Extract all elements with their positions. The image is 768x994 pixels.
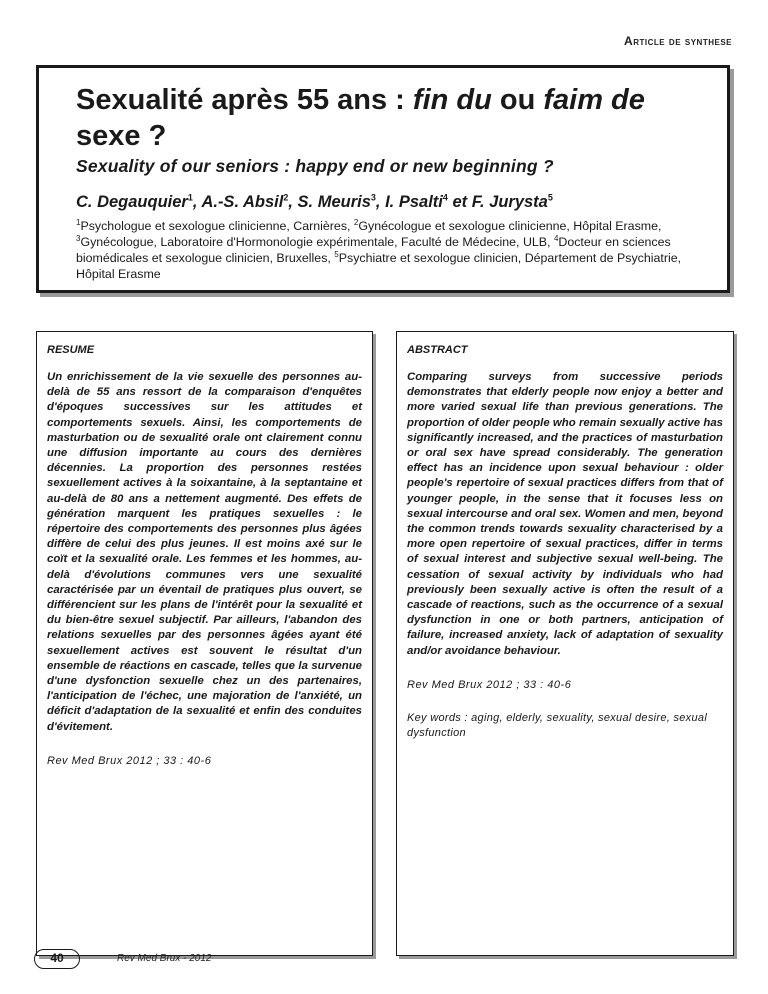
author-name: C. Degauquier [76, 193, 188, 211]
abstract-text: Comparing surveys from successive periods demonstrates that elderly people now enjoy a better and more varied sexual life than previous generations. The proportion of older people who remain sexually active has significantly increased, and the practices of masturbation or oral sex have spread considerably. The generation effect has an incidence upon sexual behaviour : older people's repertoire of sexual practices differs from that of younger people, in the sense that it focuses less on sexual intercourse and oral sex. Women and men, beyond the common trends towards sexuality characterised by a more open repertoire of sexual practices, differ in terms of sexual interest and subjective sexual well-being. The cessation of sexual activity by individuals who had previously been sexually active is often the result of a cascade of reactions, such as the occurrence of a sexual dysfunction in one or both partners, anticipation of failure, increased anxiety, lack of adaptation of sexuality and/or avoidance behaviour. [407, 371, 723, 657]
resume-text: Un enrichissement de la vie sexuelle des personnes au-delà de 55 ans ressort de la comparaison d'enquêtes d'époques successives sur les attitudes et comportements sexuels. Ainsi, les comportements de masturbation ou de sexualité orale ont clairement connu une diffusion importante au cours des dernières décennies. La proportion des personnes restées sexuellement actives à la soixantaine, à la septantaine et au-delà de 80 ans a nettement augmenté. Des effets de génération marquent les pratiques sexuelles : le répertoire des comportements des personnes plus âgées diffère de celui des plus jeunes. Il est moins axé sur le coït et la sexualité orale. Les femmes et les hommes, au-delà d'évolutions communes vers une sexualité caractérisée par un éventail de pratiques plus ouvert, se différencient sur les plans de l'intérêt pour la sexualité et du bien-être sexuel subjectif. Par ailleurs, l'abandon des relations sexuelles par des personnes âgées ayant été sexuellement actives est souvent le résultat d'un ensemble de réactions en cascade, telles que la survenue d'une dysfonction sexuelle chez un des partenaires, l'anticipation de l'échec, une majoration de l'anxiété, un déficit d'adaptation de la sexualité et enfin des conduites d'évitement. [47, 371, 362, 733]
abstract-heading: ABSTRACT [407, 344, 468, 356]
author-name: I. Psalti [385, 193, 443, 211]
author-list: C. Degauquier$^1$, A.-S. Absil$^2$, S. Meuris$^3$, I. Psalti$^4$ et F. Jurysta$^5$ [76, 192, 553, 211]
affiliation: Gynécologue, Laboratoire d'Hormonologie expérimentale, Faculté de Médecine, ULB, [80, 235, 554, 249]
title-italic-part: fin du [412, 84, 492, 116]
affiliation-list: $^1$Psychologue et sexologue clinicienne, Carnières, $^2$Gynécologue et sexologue clinicienne, Hôpital Erasme, $^3$Gynécologue, Laboratoire d'Hormonologie expérimentale, Faculté de Médecine, ULB, $^4$Docteur en sciences biomédicales et sexologue clinicien, Bruxelles, $^5$Psychiatre et sexologue clinicien, Département de Psychiatrie, Hôpital Erasme [76, 217, 682, 281]
affiliation: Gynécologue et sexologue clinicienne, Hôpital Erasme, [358, 219, 662, 233]
author-affiliation-mark: 1 [187, 192, 193, 203]
author-affiliation-mark: 3 [370, 192, 376, 203]
affiliation: Psychiatre et sexologue clinicien, Département de Psychiatrie, Hôpital Erasme [76, 251, 682, 281]
title-part: Sexualité après 55 ans : [76, 84, 413, 116]
abstract-panel [396, 331, 734, 956]
title-italic-part: faim de [543, 84, 645, 116]
abstract-citation: Rev Med Brux 2012 ; 33 : 40-6 [407, 678, 572, 691]
resume-heading: RESUME [47, 344, 95, 356]
author-name: F. Jurysta [471, 193, 548, 211]
author-name: S. Meuris [297, 193, 371, 211]
resume-citation: Rev Med Brux 2012 ; 33 : 40-6 [47, 754, 212, 767]
author-affiliation-mark: 2 [283, 192, 289, 203]
article-subtitle: Sexuality of our seniors : happy end or new beginning ? [76, 156, 554, 176]
article-title [76, 82, 676, 154]
title-part: ou [491, 84, 544, 116]
resume-panel [36, 331, 373, 956]
author-name: A.-S. Absil [201, 193, 284, 211]
affiliation: Docteur en sciences biomédicales et sexologue clinicien, Bruxelles, [76, 235, 671, 265]
keywords: Key words : aging, elderly, sexuality, sexual desire, sexual dysfunction [407, 711, 708, 739]
title-part: sexe ? [76, 120, 167, 152]
author-affiliation-mark: 5 [547, 192, 553, 203]
affiliation: Psychologue et sexologue clinicienne, Carnières, [80, 219, 354, 233]
section-label: Article de synthese [624, 34, 732, 48]
page-number: 40 [34, 949, 80, 969]
author-affiliation-mark: 4 [442, 192, 448, 203]
title-block [36, 65, 730, 293]
footer-journal: Rev Med Brux - 2012 [117, 953, 212, 964]
